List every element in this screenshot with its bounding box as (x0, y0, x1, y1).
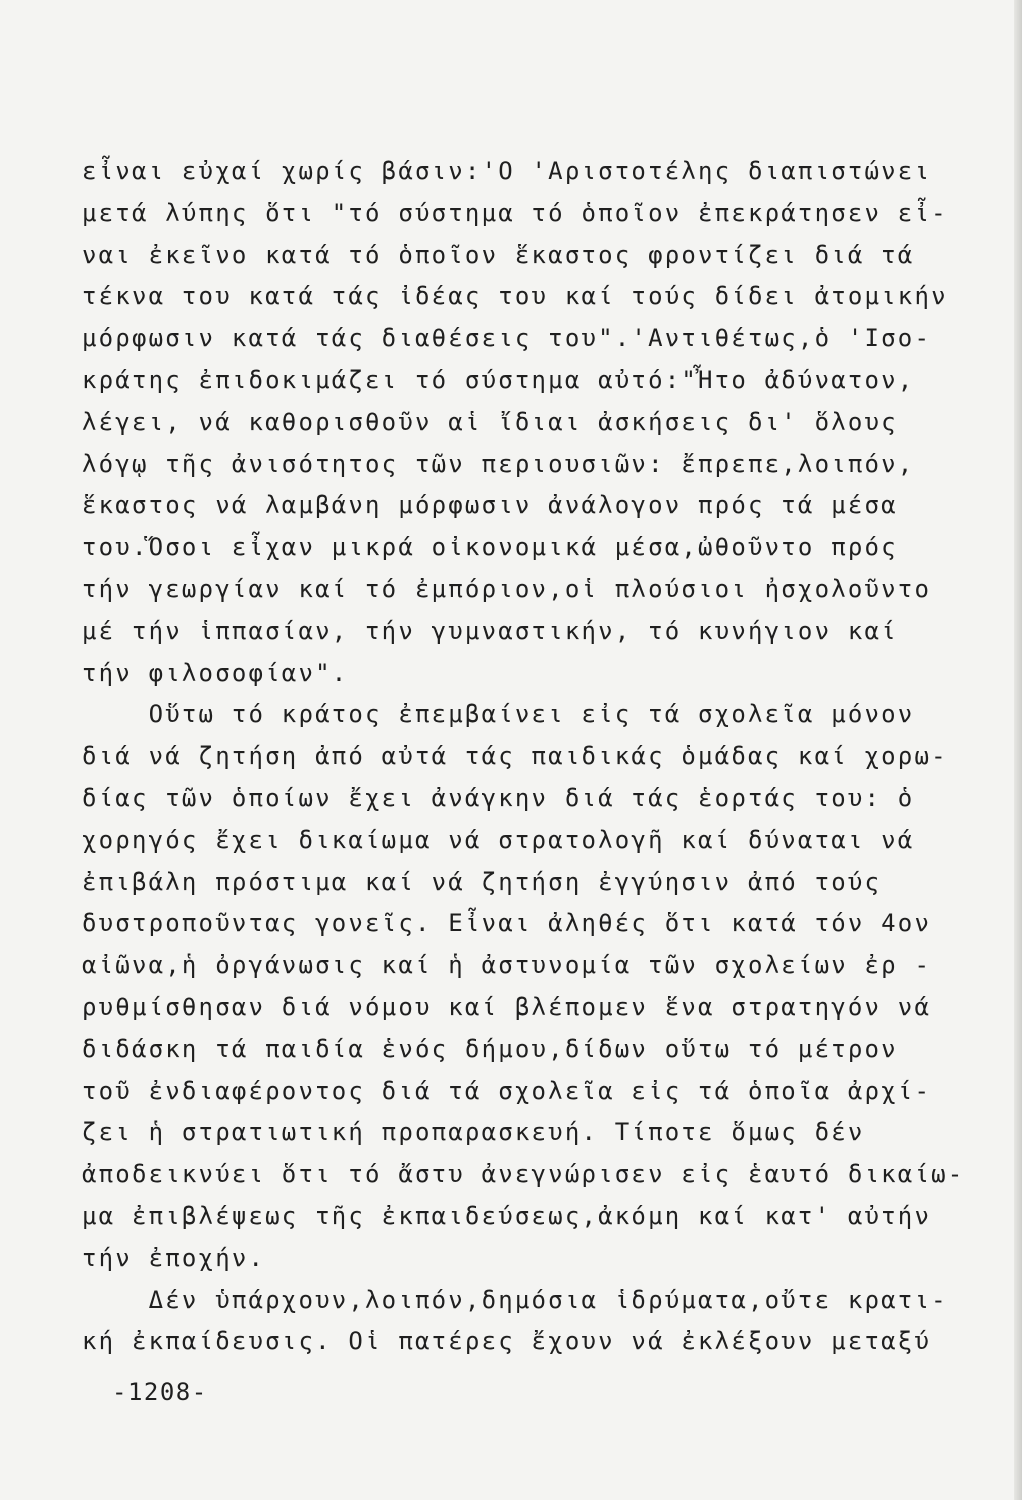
text-line: Δέν ὑπάρχουν,λοιπόν,δημόσια ἱδρύματα,οὔτε κρατι- (82, 1285, 948, 1314)
text-line: εἶναι εὐχαί χωρίς βάσιν:'Ο 'Αριστοτέλης διαπιστώνει (82, 157, 932, 185)
text-line: Οὕτω τό κράτος ἐπεμβαίνει εἰς τά σχολεῖα μόνον (82, 700, 915, 729)
text-line: ἕκαστος νά λαμβάνη μόρφωσιν ἀνάλογον πρός τά μέσα (82, 491, 898, 520)
text-line: δυστροποῦντας γονεῖς. Εἶναι ἀληθές ὅτι κατά τόν 4ον (82, 909, 932, 938)
text-line: τέκνα του κατά τάς ἰδέας του καί τούς δίδει ἀτομικήν (82, 282, 948, 311)
page-number: -1208- (112, 1378, 208, 1406)
text-line: μέ τήν ἱππασίαν, τήν γυμναστικήν, τό κυνήγιον καί (82, 616, 898, 645)
text-line: του.Ὅσοι εἶχαν μικρά οἰκονομικά μέσα,ὠθοῦντο πρός (82, 533, 898, 562)
text-line: τοῦ ἐνδιαφέροντος διά τά σχολεῖα εἰς τά ὁποῖα ἀρχί- (82, 1076, 932, 1105)
text-line: λόγῳ τῆς ἀνισότητος τῶν περιουσιῶν: ἔπρεπε,λοιπόν, (82, 449, 915, 478)
text-line: ζει ἡ στρατιωτική προπαρασκευή. Τίποτε ὅμως δέν (82, 1118, 865, 1147)
text-line: μετά λύπης ὅτι "τό σύστημα τό ὁποῖον ἐπεκράτησεν εἶ- (82, 198, 948, 227)
text-line: χορηγός ἔχει δικαίωμα νά στρατολογῆ καί δύναται νά (82, 825, 915, 854)
text-line: λέγει, νά καθορισθοῦν αἱ ἴδιαι ἀσκήσεις δι' ὅλους (82, 407, 898, 436)
text-line: κράτης ἐπιδοκιμάζει τό σύστημα αὐτό:"Ἦτο ἀδύνατον, (82, 365, 915, 394)
text-line: τήν ἐποχήν. (82, 1243, 266, 1272)
text-line: μα ἐπιβλέψεως τῆς ἐκπαιδεύσεως,ἀκόμη καί κατ' αὐτήν (82, 1201, 932, 1230)
text-line: ρυθμίσθησαν διά νόμου καί βλέπομεν ἕνα στρατηγόν νά (82, 992, 932, 1021)
text-line: ἀποδεικνύει ὅτι τό ἄστυ ἀνεγνώρισεν εἰς ἑαυτό δικαίω- (82, 1160, 965, 1189)
page-edge (1014, 0, 1022, 1500)
text-line: ναι ἐκεῖνο κατά τό ὁποῖον ἕκαστος φροντίζει διά τά (82, 240, 915, 269)
text-line: αἰῶνα,ἡ ὀργάνωσις καί ἡ ἀστυνομία τῶν σχολείων ἐρ - (82, 951, 932, 980)
text-line: μόρφωσιν κατά τάς διαθέσεις του".'Αντιθέτως,ὁ 'Ισο- (82, 324, 932, 353)
text-line: τήν φιλοσοφίαν". (82, 658, 349, 687)
text-line: τήν γεωργίαν καί τό ἐμπόριον,οἱ πλούσιοι ἠσχολοῦντο (82, 574, 932, 603)
text-line: διδάσκη τά παιδία ἑνός δήμου,δίδων οὕτω τό μέτρον (82, 1034, 898, 1063)
text-line: κή ἐκπαίδευσις. Οἱ πατέρες ἔχουν νά ἐκλέξουν μεταξύ (82, 1327, 932, 1356)
text-line: ἐπιβάλη πρόστιμα καί νά ζητήση ἐγγύησιν ἀπό τούς (82, 867, 882, 896)
text-line: διά νά ζητήση ἀπό αὐτά τάς παιδικάς ὁμάδας καί χορω- (82, 742, 948, 771)
body-text (82, 151, 965, 1363)
text-line: δίας τῶν ὁποίων ἔχει ἀνάγκην διά τάς ἑορτάς του: ὁ (82, 783, 915, 812)
